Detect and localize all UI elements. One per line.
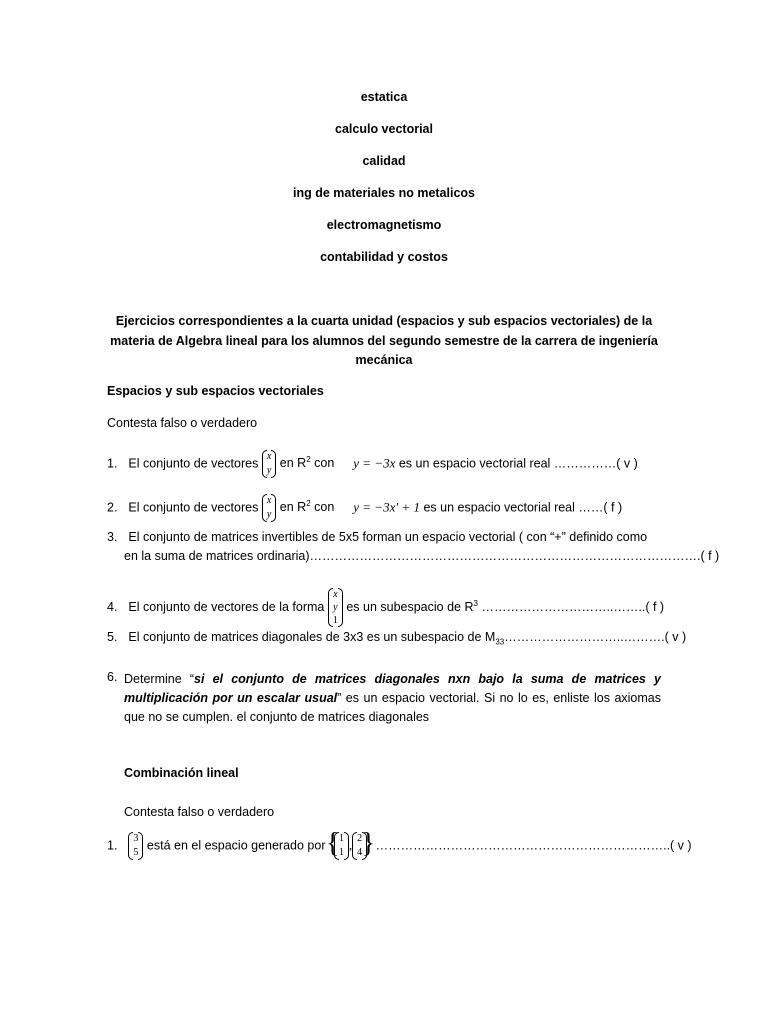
vector-set: { 1 1 , 2 4 } — [329, 832, 372, 860]
question-number: 1. — [107, 838, 118, 853]
question-text: El conjunto de vectores de la forma — [128, 599, 325, 614]
question-text: Determine “si el conjunto de matrices diagonales nxn bajo la suma de matrices y multiplicación por un escalar usual” es un espacio vectorial. Si no lo es, enliste los axiomas que no se cumplen. el conjunto de matrices diagonales — [124, 672, 661, 724]
question-number: 5. — [107, 630, 118, 644]
question-text: El conjunto de vectores — [128, 500, 259, 515]
question-number: 4. — [107, 599, 118, 614]
header-item-5: electromagnetismo — [326, 218, 442, 232]
question-3 — [107, 530, 647, 544]
question-3-continued: en la suma de matrices ordinaria)………………………………………………………………………………….( f ) — [124, 549, 720, 563]
space-label: en $R^2$ con — [279, 455, 335, 471]
question-text: El conjunto de vectores — [128, 456, 259, 471]
column-vector: x y 1 — [328, 588, 343, 627]
question-text: está en el espacio generado por — [146, 838, 326, 853]
header-item-4: ing de materiales no metalicos — [292, 186, 475, 200]
question-number: 3. — [107, 530, 118, 544]
intro-title-line-1: Ejercicios correspondientes a la cuarta unidad (espacios y sub espacios vectoriales) de la — [115, 314, 653, 328]
question-answer: ………………………..……….( v ) — [504, 630, 687, 644]
question-4 — [107, 588, 664, 627]
question-number: 6. — [107, 670, 118, 684]
question-text: El conjunto de matrices invertibles de 5x5 forman un espacio vectorial ( con “+” definido como — [128, 530, 648, 544]
question-2 — [107, 494, 622, 522]
question-number: 2. — [107, 500, 118, 515]
space-label: en $R^2$ con — [279, 499, 335, 515]
matrix-subscript: 33 — [495, 637, 505, 647]
section-heading-spaces: Espacios y sub espacios vectoriales — [107, 384, 324, 398]
question-answer: es un espacio vectorial real ……………( v ) — [398, 456, 638, 471]
question-answer: …………………………..……..( f ) — [481, 599, 665, 614]
equation: y = −3x — [353, 455, 396, 471]
header-item-2: calculo vectorial — [335, 122, 433, 136]
column-vector: 3 5 — [128, 832, 143, 860]
column-vector: 2 4 — [352, 832, 367, 860]
combination-question-1 — [107, 832, 692, 860]
subspace-label: es un subespacio de $R^3$ — [346, 598, 478, 614]
header-item-3: calidad — [362, 154, 406, 168]
equation: y = −3x′ + 1 — [353, 499, 420, 515]
header-item-6: contabilidad y costos — [320, 250, 448, 264]
question-number: 1. — [107, 456, 118, 471]
question-answer: es un espacio vectorial real ……( f ) — [423, 500, 623, 515]
intro-title-line-3: mecánica — [355, 353, 413, 367]
intro-title-line-2: materia de Algebra lineal para los alumnos del segundo semestre de la carrera de ingeniería — [110, 334, 658, 348]
column-vector: x y — [262, 450, 276, 478]
section-heading-linear-combination: Combinación lineal — [124, 766, 239, 780]
question-1 — [107, 450, 638, 478]
question-answer: ……………………………………………………………..( v ) — [375, 838, 692, 853]
question-6 — [107, 670, 661, 727]
question-5 — [107, 630, 686, 647]
instruction-text: Contesta falso o verdadero — [107, 416, 258, 430]
header-item-1: estatica — [360, 90, 408, 104]
column-vector: { 1 1 — [334, 832, 349, 860]
instruction-text: Contesta falso o verdadero — [124, 805, 275, 819]
column-vector: x y — [262, 494, 276, 522]
question-text: El conjunto de matrices diagonales de 3x3 es un subespacio de M — [128, 630, 496, 644]
